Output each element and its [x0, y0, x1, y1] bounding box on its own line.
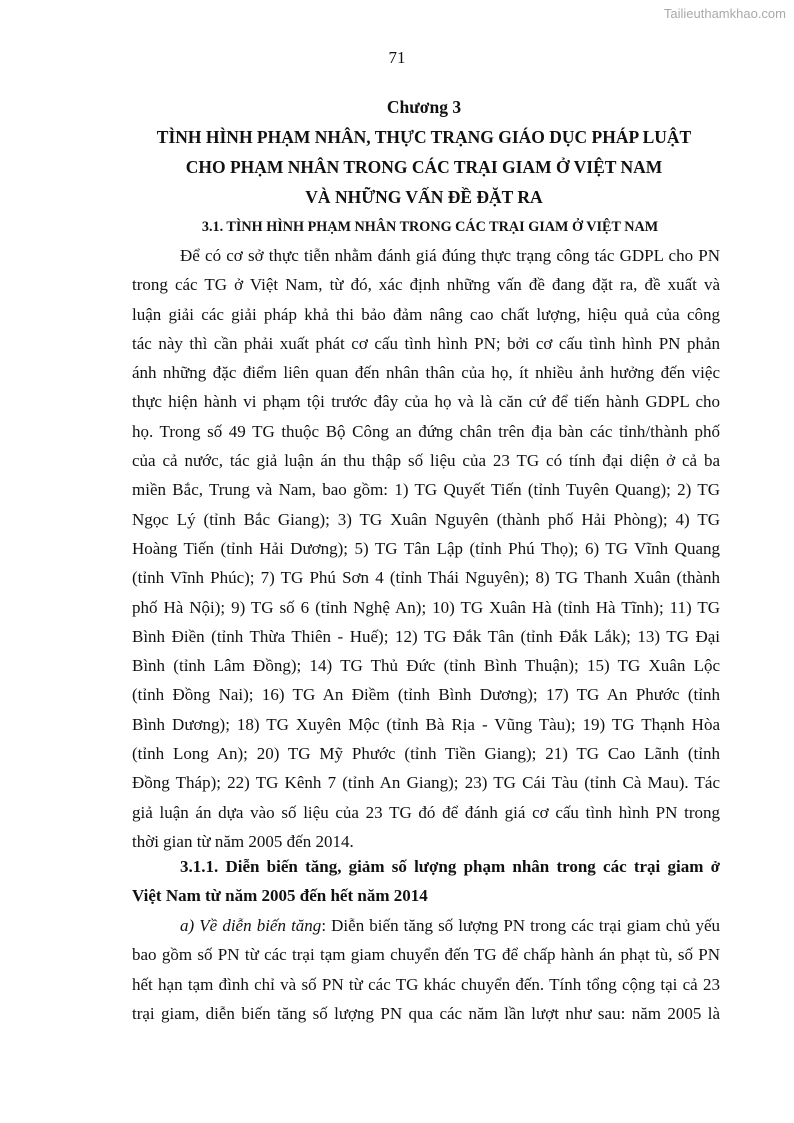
paragraph-line: Ngọc Lý (tỉnh Bắc Giang); 3) TG Xuân Nguyên (thành phố Hải Phòng); 4) TG — [132, 509, 720, 529]
paragraph-line: phố Hà Nội); 9) TG số 6 (tỉnh Nghệ An); 10) TG Xuân Hà (tỉnh Hà Tĩnh); 11) TG — [132, 597, 720, 617]
chapter-title-line: CHO PHẠM NHÂN TRONG CÁC TRẠI GIAM Ở VIỆT NAM — [185, 157, 663, 177]
paragraph-line: trong các TG ở Việt Nam, từ đó, xác định những vấn đề đang đặt ra, đề xuất và — [132, 275, 720, 295]
chapter-label: Chương 3 — [386, 97, 462, 117]
subsection-heading-line: Việt Nam từ năm 2005 đến hết năm 2014 — [132, 886, 428, 906]
paragraph-line: (tỉnh Vĩnh Phúc); 7) TG Phú Sơn 4 (tỉnh Thái Nguyên); 8) TG Thanh Xuân (thành — [132, 568, 720, 588]
paragraph-line: Đồng Tháp); 22) TG Kênh 7 (tỉnh An Giang); 23) TG Cái Tàu (tỉnh Cà Mau). Tác — [132, 773, 720, 793]
subsection-heading-line: 3.1.1. Diễn biến tăng, giảm số lượng phạm nhân trong các trại giam ở — [180, 857, 720, 876]
paragraph-line: thời gian từ năm 2005 đến 2014. — [132, 831, 354, 851]
paragraph-line: hết hạn tạm đình chỉ và số PN từ các TG khác chuyển đến. Tính tổng cộng tại cả 23 — [132, 974, 720, 994]
chapter-heading — [100, 92, 748, 212]
lead-continuation: : Diễn biến tăng số lượng PN trong các trại giam chủ yếu — [321, 916, 720, 935]
paragraph-line — [132, 911, 720, 940]
paragraph-line: bao gồm số PN từ các trại tạm giam chuyển đến TG để chấp hành án phạt tù, số PN — [132, 945, 720, 965]
paragraph-line: (tỉnh Long An); 20) TG Mỹ Phước (tỉnh Tiền Giang); 21) TG Cao Lãnh (tỉnh — [132, 744, 720, 764]
paragraph-line: họ. Trong số 49 TG thuộc Bộ Công an đứng chân trên địa bàn các tỉnh/thành phố — [132, 421, 720, 441]
section-paragraph — [132, 241, 720, 856]
section-heading: 3.1. TÌNH HÌNH PHẠM NHÂN TRONG CÁC TRẠI GIAM Ở VIỆT NAM — [201, 219, 659, 235]
paragraph-line: luận giải các giải pháp khả thi bảo đảm nâng cao chất lượng, hiệu quả của công — [132, 304, 720, 324]
paragraph-line: Bình Dương); 18) TG Xuyên Mộc (tỉnh Bà Rịa - Vũng Tàu); 19) TG Thạnh Hòa — [132, 714, 720, 734]
paragraph-line: Để có cơ sở thực tiễn nhằm đánh giá đúng thực trạng công tác GDPL cho PN — [180, 246, 720, 265]
paragraph-line: ánh những đặc điểm liên quan đến nhân thân của họ, ít nhiều ảnh hưởng đến việc — [132, 363, 720, 383]
paragraph-line: giả luận án dựa vào số liệu của 23 TG đó để đánh giá cơ cấu tình hình PN trong — [132, 802, 720, 822]
chapter-title-line: TÌNH HÌNH PHẠM NHÂN, THỰC TRẠNG GIÁO DỤC PHÁP LUẬT — [156, 127, 692, 147]
subsection-heading — [132, 852, 720, 911]
paragraph-line: Bình (tỉnh Lâm Đồng); 14) TG Thủ Đức (tỉnh Bình Thuận); 15) TG Xuân Lộc — [132, 656, 720, 676]
paragraph-line: của cả nước, tác giả luận án thu thập số liệu của 23 TG có tính đại diện ở cả ba — [132, 451, 720, 471]
paragraph-line: tác này thì cần phải xuất phát cơ cấu tình hình PN; bởi cơ cấu tình hình PN phản — [132, 333, 720, 353]
chapter-title-line: VÀ NHỮNG VẤN ĐỀ ĐẶT RA — [305, 187, 543, 207]
paragraph-line: Bình Điền (tỉnh Thừa Thiên - Huế); 12) TG Đắk Tân (tỉnh Đắk Lắk); 13) TG Đại — [132, 626, 720, 646]
paragraph-line: trại giam, diễn biến tăng số lượng PN qua các năm lần lượt như sau: năm 2005 là — [132, 1003, 720, 1023]
paragraph-line: miền Bắc, Trung và Nam, bao gồm: 1) TG Quyết Tiến (tỉnh Tuyên Quang); 2) TG — [132, 480, 720, 500]
watermark: Tailieuthamkhao.com — [663, 6, 786, 21]
page-number: 71 — [388, 48, 406, 67]
paragraph-line: Hoàng Tiến (tỉnh Hải Dương); 5) TG Tân Lập (tỉnh Phú Thọ); 6) TG Vĩnh Quang — [132, 538, 720, 558]
italic-lead: a) Về diễn biến tăng — [180, 916, 322, 935]
paragraph-line: thực hiện hành vi phạm tội trước đây của họ và là căn cứ để tiến hành GDPL cho — [132, 392, 720, 412]
subsection-paragraph — [132, 911, 720, 1028]
paragraph-line: (tỉnh Đồng Nai); 16) TG An Điềm (tỉnh Bình Dương); 17) TG An Phước (tỉnh — [132, 685, 720, 705]
